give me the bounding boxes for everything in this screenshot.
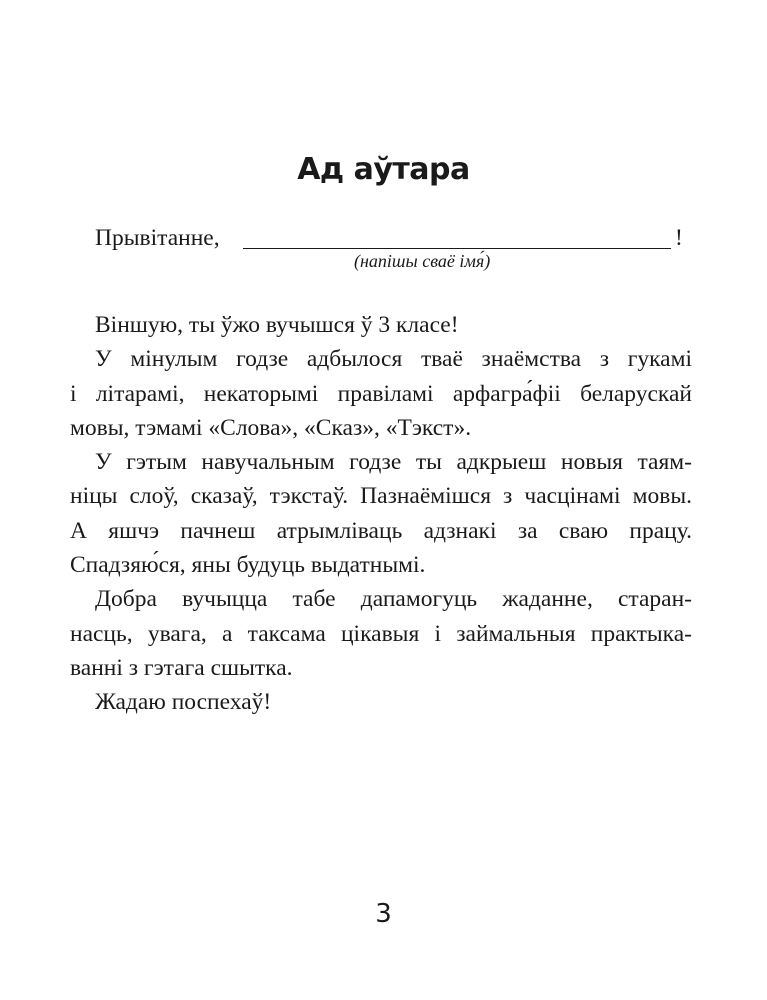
paragraph-1 [95, 308, 692, 342]
greeting-word: Прывітанне, [95, 225, 220, 251]
name-hint: (напішы сваё імя́) [354, 251, 491, 271]
text-line: А яшчэ пачнеш атрымліваць адзнакі за сваю працу. [70, 517, 692, 544]
greeting-exclamation: ! [675, 225, 683, 251]
paragraph-2 [70, 342, 692, 445]
page-number: 3 [375, 899, 392, 929]
text-line: мовы, тэмамі «Слова», «Сказ», «Тэкст». [70, 414, 472, 441]
paragraph-4 [70, 582, 692, 685]
paragraph-5 [95, 685, 692, 719]
letter-body [70, 308, 692, 720]
text-line: насць, увага, а таксама цікавыя і займальныя практыка- [70, 620, 692, 647]
text-line: У гэтым навучальным годзе ты адкрыеш новыя таям- [95, 449, 692, 476]
text-line: Добра вучыцца табе дапамогуць жаданне, старан- [95, 586, 692, 613]
text-line: Спадзяю́ся, яны будуць выдатнымі. [70, 552, 426, 579]
paragraph-3 [70, 445, 692, 582]
text-line: ванні з гэтага сшытка. [70, 654, 293, 681]
text-line: ніцы слоў, сказаў, тэкстаў. Пазнаёмішся з часцінамі мовы. [70, 483, 692, 510]
text-line: і літарамі, некаторымі правіламі арфагра́фіі беларускай [70, 380, 692, 407]
page-title: Ад аўтара [297, 152, 470, 187]
text-line: Віншую, ты ўжо вучышся ў 3 класе! [95, 312, 459, 338]
text-line: У мінулым годзе адбылося тваё знаёмства з гукамі [95, 346, 692, 373]
text-line: Жадаю поспехаў! [95, 689, 272, 716]
